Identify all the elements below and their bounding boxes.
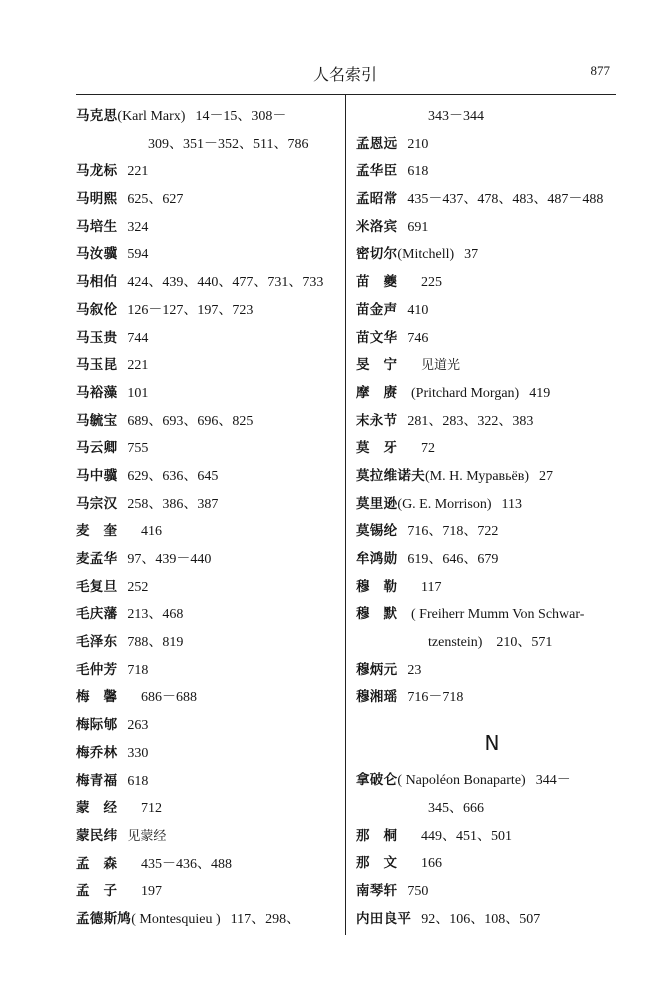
entry-name: 摩赓 bbox=[356, 384, 411, 401]
entry-pages: 755 bbox=[127, 441, 149, 457]
entry-name: 穆默 bbox=[356, 606, 411, 623]
index-entry bbox=[76, 823, 346, 851]
index-entry bbox=[76, 103, 346, 131]
entry-pages: 594 bbox=[127, 247, 149, 263]
entry-pages: 344－ bbox=[535, 773, 571, 789]
entry-pages: 629、636、645 bbox=[127, 468, 219, 484]
entry-pages: 23 bbox=[407, 662, 422, 678]
entry-original-name: (Mitchell) bbox=[397, 247, 455, 263]
index-entry bbox=[76, 463, 346, 491]
entry-pages: 424、439、440、477、731、733 bbox=[127, 275, 324, 291]
entry-original-name: (M. H. Муравьёв) bbox=[425, 468, 530, 484]
entry-pages: 330 bbox=[127, 745, 149, 761]
entry-pages: 716－718 bbox=[407, 690, 464, 706]
entry-name: 梅乔林 bbox=[76, 744, 118, 761]
entry-name: 马叙伦 bbox=[76, 301, 118, 318]
index-entry bbox=[356, 325, 626, 353]
index-entry bbox=[76, 491, 346, 519]
entry-name: 毛复旦 bbox=[76, 578, 118, 595]
entry-name: 蒙民纬 bbox=[76, 827, 118, 844]
entry-name: 孟子 bbox=[76, 883, 131, 900]
entry-name: 内田良平 bbox=[356, 910, 412, 927]
entry-pages: 750 bbox=[407, 883, 429, 899]
entry-original-name: ( Montesquieu ) bbox=[131, 911, 221, 927]
entry-pages: 97、439－440 bbox=[127, 552, 212, 567]
index-entry bbox=[356, 850, 626, 878]
entry-original-name: (Pritchard Morgan) bbox=[411, 385, 520, 401]
entry-name: 苗金声 bbox=[356, 301, 398, 318]
index-entry bbox=[356, 657, 626, 685]
entry-name: 那文 bbox=[356, 855, 411, 872]
entry-name: 马培生 bbox=[76, 218, 118, 235]
entry-name: 牟鸿勋 bbox=[356, 551, 398, 567]
index-entry bbox=[76, 657, 346, 685]
index-entry bbox=[356, 823, 626, 851]
entry-pages: tzenstein) 210、571 bbox=[428, 635, 553, 651]
entry-pages: 258、386、387 bbox=[127, 496, 219, 512]
running-title: 人名索引 bbox=[312, 65, 377, 84]
entry-name: 苗夔 bbox=[356, 274, 411, 291]
index-entry bbox=[76, 297, 346, 325]
entry-name: 梅际郇 bbox=[76, 717, 118, 734]
entry-name: 马龙标 bbox=[76, 163, 118, 180]
entry-pages: 619、646、679 bbox=[407, 552, 499, 567]
entry-pages: 686－688 bbox=[141, 690, 197, 706]
entry-name: 莫里逊 bbox=[356, 495, 398, 512]
entry-pages: 416 bbox=[141, 524, 162, 540]
entry-name: 梅青福 bbox=[76, 772, 118, 789]
entry-pages: 252 bbox=[127, 579, 149, 595]
entry-name: 苗文华 bbox=[356, 329, 398, 346]
entry-name: 米洛宾 bbox=[356, 218, 398, 235]
index-entry bbox=[356, 352, 626, 380]
index-entry-continuation bbox=[356, 629, 626, 657]
index-entry bbox=[356, 684, 626, 712]
entry-pages: 213、468 bbox=[127, 607, 184, 623]
entry-name: 毛泽东 bbox=[76, 634, 118, 651]
entry-original-name: ( Napoléon Bonaparte) bbox=[397, 773, 526, 789]
index-entry bbox=[76, 740, 346, 768]
entry-pages: 309、351－352、511、786 bbox=[148, 136, 309, 152]
entry-pages: 716、718、722 bbox=[407, 524, 499, 540]
index-entry bbox=[76, 269, 346, 297]
entry-pages: 435－437、478、483、487－488 bbox=[407, 192, 604, 208]
index-entry bbox=[356, 906, 626, 934]
entry-pages: 113 bbox=[501, 496, 522, 512]
index-entry bbox=[356, 491, 626, 519]
entry-pages: 197 bbox=[141, 884, 162, 900]
entry-name: 马相伯 bbox=[76, 274, 118, 291]
index-entry bbox=[356, 463, 626, 491]
index-entry-continuation bbox=[356, 795, 626, 823]
index-entry bbox=[76, 158, 346, 186]
entry-cross-reference: 见蒙经 bbox=[127, 828, 167, 844]
index-entry bbox=[356, 546, 626, 574]
index-entry bbox=[76, 878, 346, 906]
entry-name: 孟华臣 bbox=[356, 163, 398, 180]
entry-pages: 166 bbox=[421, 856, 442, 872]
index-entry bbox=[356, 518, 626, 546]
index-entry bbox=[356, 131, 626, 159]
index-entry bbox=[76, 851, 346, 879]
index-column-left bbox=[76, 103, 346, 934]
entry-name: 孟恩远 bbox=[356, 135, 398, 152]
entry-pages: 72 bbox=[421, 441, 435, 457]
entry-original-name: (G. E. Morrison) bbox=[397, 496, 492, 512]
index-entry bbox=[76, 601, 346, 629]
entry-pages: 225 bbox=[421, 275, 442, 291]
entry-pages: 712 bbox=[141, 801, 162, 817]
index-entry bbox=[76, 435, 346, 463]
index-entry bbox=[76, 768, 346, 796]
index-entry bbox=[356, 601, 626, 629]
entry-pages: 410 bbox=[407, 302, 429, 318]
entry-name: 麦奎 bbox=[76, 523, 131, 540]
entry-name: 穆湘瑶 bbox=[356, 689, 398, 706]
index-entry bbox=[76, 906, 346, 934]
entry-pages: 101 bbox=[127, 385, 149, 401]
entry-name: 梅馨 bbox=[76, 689, 131, 706]
entry-name: 莫拉维诺夫 bbox=[356, 467, 425, 484]
index-entry bbox=[76, 186, 346, 214]
entry-pages: 419 bbox=[529, 385, 551, 401]
entry-pages: 324 bbox=[127, 219, 149, 235]
entry-original-name: ( Freiherr Mumm Von Schwar- bbox=[411, 607, 585, 623]
index-entry bbox=[356, 408, 626, 436]
header-rule bbox=[76, 94, 616, 95]
entry-name: 马云卿 bbox=[76, 440, 118, 457]
entry-pages: 92、106、108、507 bbox=[421, 911, 541, 927]
entry-pages: 689、693、696、825 bbox=[127, 413, 254, 429]
entry-pages: 691 bbox=[407, 219, 429, 235]
index-entry bbox=[356, 186, 626, 214]
index-entry bbox=[76, 352, 346, 380]
entry-name: 蒙经 bbox=[76, 800, 131, 817]
entry-pages: 263 bbox=[127, 718, 149, 734]
index-entry bbox=[356, 574, 626, 602]
entry-pages: 718 bbox=[127, 662, 149, 678]
entry-pages: 14－15、308－ bbox=[195, 109, 287, 124]
entry-name: 毛仲芳 bbox=[76, 661, 118, 678]
entry-name: 穆炳元 bbox=[356, 661, 398, 678]
index-entry bbox=[76, 629, 346, 657]
index-entry bbox=[356, 269, 626, 297]
entry-pages: 221 bbox=[127, 358, 149, 374]
entry-cross-reference: 见道光 bbox=[421, 358, 461, 374]
entry-pages: 449、451、501 bbox=[421, 828, 512, 844]
entry-name: 麦孟华 bbox=[76, 551, 118, 567]
index-entry bbox=[76, 380, 346, 408]
entry-original-name: (Karl Marx) bbox=[117, 109, 186, 124]
entry-name: 马明熙 bbox=[76, 191, 118, 208]
page-header bbox=[76, 62, 614, 88]
entry-name: 密切尔 bbox=[356, 246, 398, 263]
entry-name: 马玉贵 bbox=[76, 329, 118, 346]
entry-name: 孟森 bbox=[76, 855, 131, 872]
entry-name: 南琴轩 bbox=[356, 882, 398, 899]
entry-name: 马宗汉 bbox=[76, 495, 118, 512]
entry-pages: 27 bbox=[539, 468, 554, 484]
index-entry bbox=[76, 214, 346, 242]
index-entry bbox=[356, 767, 626, 795]
entry-pages: 343－344 bbox=[428, 109, 484, 124]
index-entry bbox=[356, 214, 626, 242]
entry-name: 旻宁 bbox=[356, 357, 411, 374]
entry-name: 莫牙 bbox=[356, 440, 411, 457]
entry-pages: 744 bbox=[127, 330, 149, 346]
index-entry bbox=[76, 408, 346, 436]
index-entry bbox=[356, 435, 626, 463]
entry-name: 拿破仑 bbox=[356, 772, 398, 789]
index-entry bbox=[356, 158, 626, 186]
index-entry bbox=[356, 241, 626, 269]
entry-pages: 126－127、197、723 bbox=[127, 302, 254, 318]
entry-pages: 435－436、488 bbox=[141, 856, 232, 872]
entry-name: 莫锡纶 bbox=[356, 523, 398, 540]
entry-pages: 746 bbox=[407, 330, 429, 346]
entry-name: 末永节 bbox=[356, 412, 398, 429]
index-entry bbox=[76, 712, 346, 740]
index-entry bbox=[76, 241, 346, 269]
entry-pages: 117、298、 bbox=[230, 911, 301, 927]
entry-pages: 221 bbox=[127, 164, 149, 180]
entry-pages: 618 bbox=[127, 773, 149, 789]
index-entry bbox=[76, 325, 346, 353]
entry-name: 马裕藻 bbox=[76, 384, 118, 401]
index-entry bbox=[76, 574, 346, 602]
entry-pages: 618 bbox=[407, 164, 429, 180]
index-column-right bbox=[356, 103, 626, 933]
entry-pages: 117 bbox=[421, 579, 442, 595]
index-entry bbox=[76, 684, 346, 712]
index-entry bbox=[76, 795, 346, 823]
index-entry-continuation bbox=[356, 103, 626, 131]
entry-pages: 625、627 bbox=[127, 192, 184, 208]
entry-name: 马毓宝 bbox=[76, 412, 118, 429]
index-entry bbox=[76, 546, 346, 574]
entry-name: 孟昭常 bbox=[356, 191, 398, 208]
index-section-letter: N bbox=[484, 731, 500, 756]
entry-pages: 345、666 bbox=[428, 800, 484, 816]
index-entry bbox=[356, 380, 626, 408]
index-entry bbox=[76, 518, 346, 546]
entry-pages: 37 bbox=[464, 247, 479, 263]
entry-name: 马汝骥 bbox=[76, 246, 118, 263]
page-number: 877 bbox=[590, 63, 610, 78]
entry-name: 毛庆藩 bbox=[76, 606, 118, 623]
entry-name: 马中骥 bbox=[76, 467, 118, 484]
entry-name: 马克思 bbox=[76, 108, 118, 124]
entry-pages: 210 bbox=[407, 136, 429, 152]
index-entry bbox=[356, 297, 626, 325]
index-entry-continuation bbox=[76, 131, 346, 159]
entry-name: 马玉昆 bbox=[76, 357, 118, 374]
entry-pages: 788、819 bbox=[127, 635, 184, 651]
entry-pages: 281、283、322、383 bbox=[407, 413, 534, 429]
entry-name: 穆勒 bbox=[356, 578, 411, 595]
entry-name: 那桐 bbox=[356, 827, 411, 844]
entry-name: 孟德斯鸠 bbox=[76, 910, 132, 927]
index-entry bbox=[356, 878, 626, 906]
